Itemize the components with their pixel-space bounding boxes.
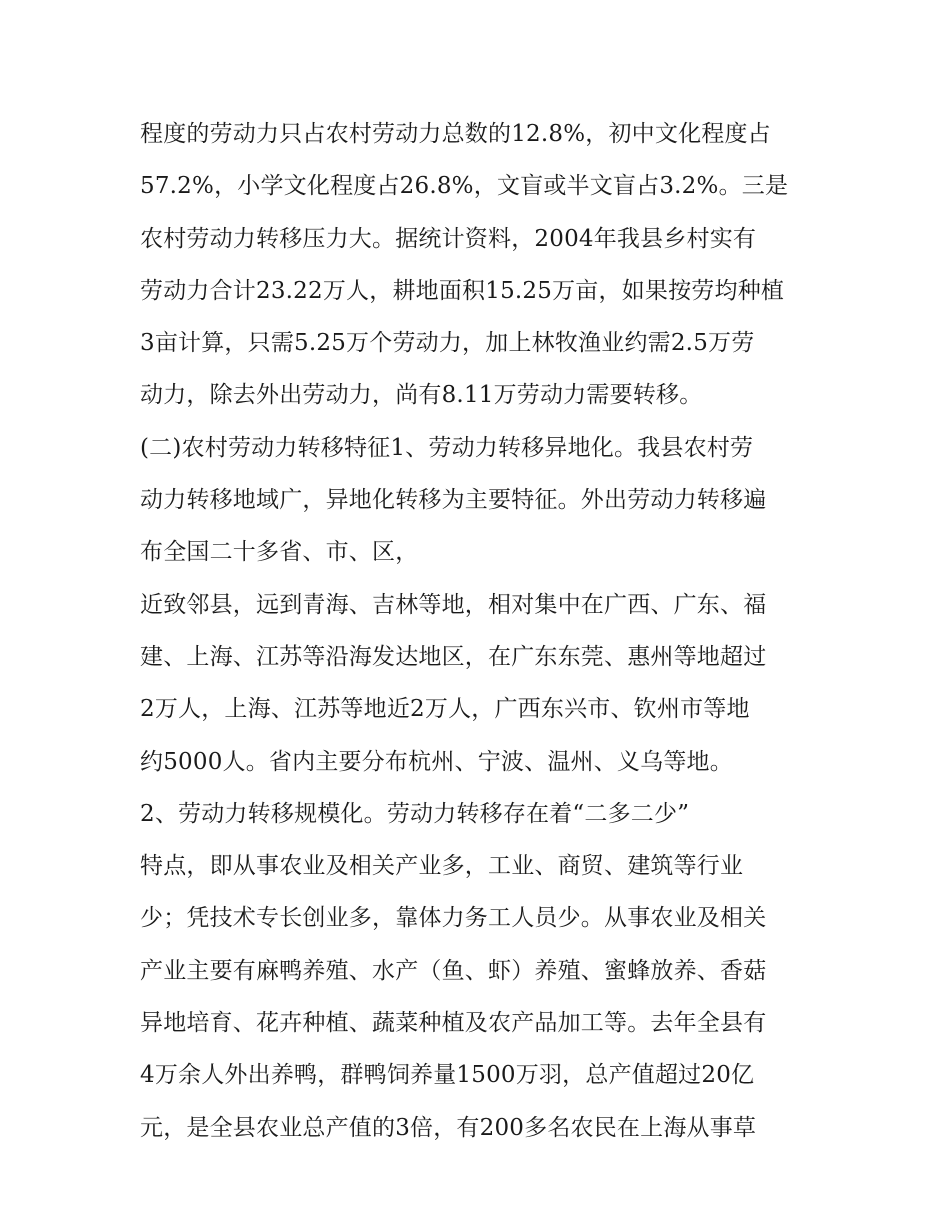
text-line-18: 异地培育、花卉种植、蔬菜种植及农产品加工等。去年全县有 [140,1010,767,1037]
text-line-14: 2、劳动力转移规模化。劳动力转移存在着“二多二少” [140,800,690,827]
text-line-5: 3亩计算，只需5.25万个劳动力，加上林牧渔业约需2.5万劳 [140,330,755,357]
text-line-17: 产业主要有麻鸭养殖、水产（鱼、虾）养殖、蜜蜂放养、香菇 [140,957,767,984]
text-line-19: 4万余人外出养鸭，群鸭饲养量1500万羽，总产值超过20亿 [140,1062,755,1089]
text-line-9: 布全国二十多省、市、区， [140,539,419,566]
text-line-8: 动力转移地域广，异地化转移为主要特征。外出劳动力转移遍 [140,487,767,514]
body-text [140,108,820,1154]
text-line-15: 特点，即从事农业及相关产业多，工业、商贸、建筑等行业 [140,853,744,880]
text-line-12: 2万人，上海、江苏等地近2万人，广西东兴市、钦州市等地 [140,696,750,723]
text-line-20: 元，是全县农业总产值的3倍，有200多名农民在上海从事草 [140,1114,757,1141]
text-line-6: 动力，除去外出劳动力，尚有8.11万劳动力需要转移。 [140,382,703,409]
text-line-11: 建、上海、江苏等沿海发达地区，在广东东莞、惠州等地超过 [140,643,767,670]
text-line-1: 程度的劳动力只占农村劳动力总数的12.8%，初中文化程度占 [140,121,771,147]
text-line-2: 57.2%，小学文化程度占26.8%，文盲或半文盲占3.2%。三是 [140,173,789,200]
text-line-3: 农村劳动力转移压力大。据统计资料，2004年我县乡村实有 [140,225,757,252]
text-line-10: 近致邻县，远到青海、吉林等地，相对集中在广西、广东、福 [140,591,767,618]
text-line-4: 劳动力合计23.22万人，耕地面积15.25万亩，如果按劳均种植 [140,277,785,304]
text-line-16: 少；凭技术专长创业多，靠体力务工人员少。从事农业及相关 [140,905,767,932]
text-line-7: (二)农村劳动力转移特征1、劳动力转移异地化。我县农村劳 [140,434,754,461]
text-line-13: 约5000人。省内主要分布杭州、宁波、温州、义乌等地。 [140,748,733,775]
